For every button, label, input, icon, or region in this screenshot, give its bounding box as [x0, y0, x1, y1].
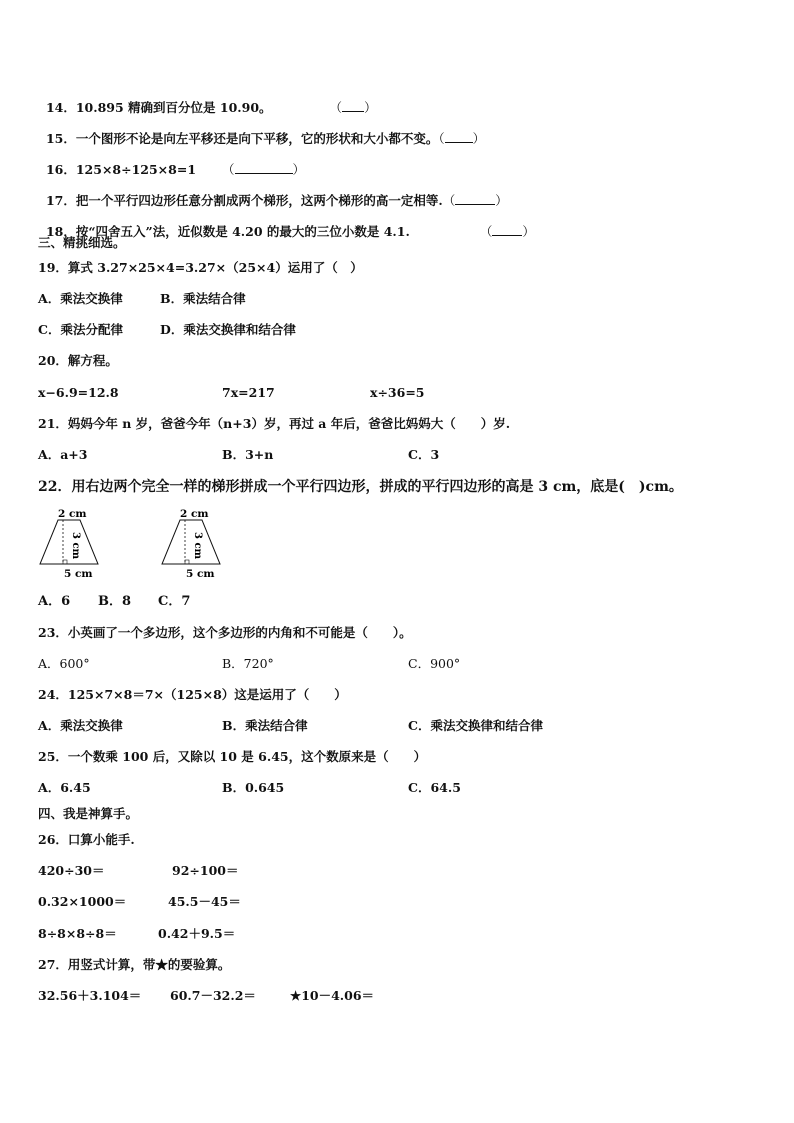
- q19-option-c[interactable]: C．乘法分配律: [38, 322, 123, 337]
- trapezoid-top-label: 2 cm: [58, 508, 87, 520]
- q21-option-a[interactable]: A．a+3: [38, 447, 88, 462]
- q22-option-a[interactable]: A．6: [38, 594, 71, 609]
- q23-option-c[interactable]: C．900°: [408, 656, 461, 671]
- question-16-text: 16．125×8÷125×8=1: [45, 162, 197, 177]
- q20-equation-2: 7x=217: [222, 385, 275, 400]
- trapezoid-figure-right: [158, 506, 238, 586]
- question-27-text: 27．用竖式计算，带★的要验算。: [38, 957, 231, 972]
- trapezoid-height-label: 3 cm: [192, 532, 203, 560]
- question-24-text: 24．125×7×8＝7×（125×8）这是运用了（ ）: [38, 687, 347, 702]
- question-16: 16．125×8÷125×8=1 （ ）: [45, 162, 306, 177]
- q26-item-1: 420÷30＝: [38, 863, 105, 878]
- question-18-text: 18．按“四舍五入”法，近似数是 4.20 的最大的三位小数是 4.1.: [45, 224, 410, 239]
- question-14: 14．10.895 精确到百分位是 10.90。 （ ）: [45, 100, 377, 115]
- question-19-text: 19．算式 3.27×25×4=3.27×（25×4）运用了（ ）: [38, 260, 363, 275]
- q19-option-b[interactable]: B．乘法结合律: [160, 291, 246, 306]
- trapezoid-figure-left: [36, 506, 116, 586]
- q19-option-d[interactable]: D．乘法交换律和结合律: [160, 322, 296, 337]
- answer-blank[interactable]: [492, 224, 522, 236]
- question-17-text: 17．把一个平行四边形任意分割成两个梯形，这两个梯形的高一定相等.: [45, 193, 443, 208]
- question-15-text: 15．一个图形不论是向左平移还是向下平移，它的形状和大小都不变。: [45, 131, 439, 146]
- q20-equation-3: x÷36=5: [370, 385, 425, 400]
- q24-option-c[interactable]: C．乘法交换律和结合律: [408, 718, 543, 733]
- trapezoid-top-label: 2 cm: [180, 508, 209, 520]
- q21-option-b[interactable]: B．3+n: [222, 447, 274, 462]
- question-15: 15．一个图形不论是向左平移还是向下平移，它的形状和大小都不变。（ ）: [45, 131, 486, 146]
- q19-option-a[interactable]: A．乘法交换律: [38, 291, 123, 306]
- q26-item-3: 0.32×1000＝: [38, 894, 127, 909]
- q22-option-b[interactable]: B．8: [98, 594, 132, 609]
- answer-blank[interactable]: [235, 162, 293, 174]
- section-heading-3: 三、精挑细选。: [38, 235, 126, 250]
- answer-blank[interactable]: [342, 100, 364, 112]
- question-18: 18．按“四舍五入”法，近似数是 4.20 的最大的三位小数是 4.1. （ ）: [45, 224, 535, 239]
- question-26-text: 26．口算小能手.: [38, 832, 135, 847]
- q26-item-4: 45.5－45＝: [168, 894, 241, 909]
- q25-option-b[interactable]: B．0.645: [222, 780, 285, 795]
- question-23-text: 23．小英画了一个多边形，这个多边形的内角和不可能是（ ）。: [38, 625, 412, 640]
- question-20-text: 20．解方程。: [38, 353, 118, 368]
- q25-option-a[interactable]: A．6.45: [38, 780, 91, 795]
- q25-option-c[interactable]: C．64.5: [408, 780, 461, 795]
- trapezoid-bottom-label: 5 cm: [186, 568, 215, 580]
- q27-item-2: 60.7－32.2＝: [170, 988, 256, 1003]
- q26-item-6: 0.42＋9.5＝: [158, 926, 236, 941]
- q24-option-b[interactable]: B．乘法结合律: [222, 718, 308, 733]
- answer-blank[interactable]: [455, 193, 495, 205]
- trapezoid-bottom-label: 5 cm: [64, 568, 93, 580]
- section-heading-4: 四、我是神算手。: [38, 806, 139, 821]
- question-22-text: 22．用右边两个完全一样的梯形拼成一个平行四边形，拼成的平行四边形的高是 3 cm，底是( )cm。: [38, 479, 683, 495]
- q23-option-b[interactable]: B．720°: [222, 656, 274, 671]
- question-14-text: 14．10.895 精确到百分位是 10.90。: [45, 100, 272, 115]
- answer-blank[interactable]: [445, 131, 473, 143]
- q27-item-3: ★10－4.06＝: [290, 988, 375, 1003]
- question-17: 17．把一个平行四边形任意分割成两个梯形，这两个梯形的高一定相等.（ ）: [45, 193, 508, 208]
- q20-equation-1: x−6.9=12.8: [38, 385, 119, 400]
- trapezoid-height-label: 3 cm: [70, 532, 81, 560]
- q24-option-a[interactable]: A．乘法交换律: [38, 718, 123, 733]
- q27-item-1: 32.56＋3.104＝: [38, 988, 142, 1003]
- q22-option-c[interactable]: C．7: [158, 594, 191, 609]
- q26-item-2: 92÷100＝: [172, 863, 239, 878]
- question-25-text: 25．一个数乘 100 后，又除以 10 是 6.45，这个数原来是（ ）: [38, 749, 427, 764]
- question-21-text: 21．妈妈今年 n 岁，爸爸今年（n+3）岁，再过 a 年后，爸爸比妈妈大（ ）岁.: [38, 416, 511, 431]
- q23-option-a[interactable]: A．600°: [38, 656, 90, 671]
- q26-item-5: 8÷8×8÷8＝: [38, 926, 117, 941]
- q21-option-c[interactable]: C．3: [408, 447, 440, 462]
